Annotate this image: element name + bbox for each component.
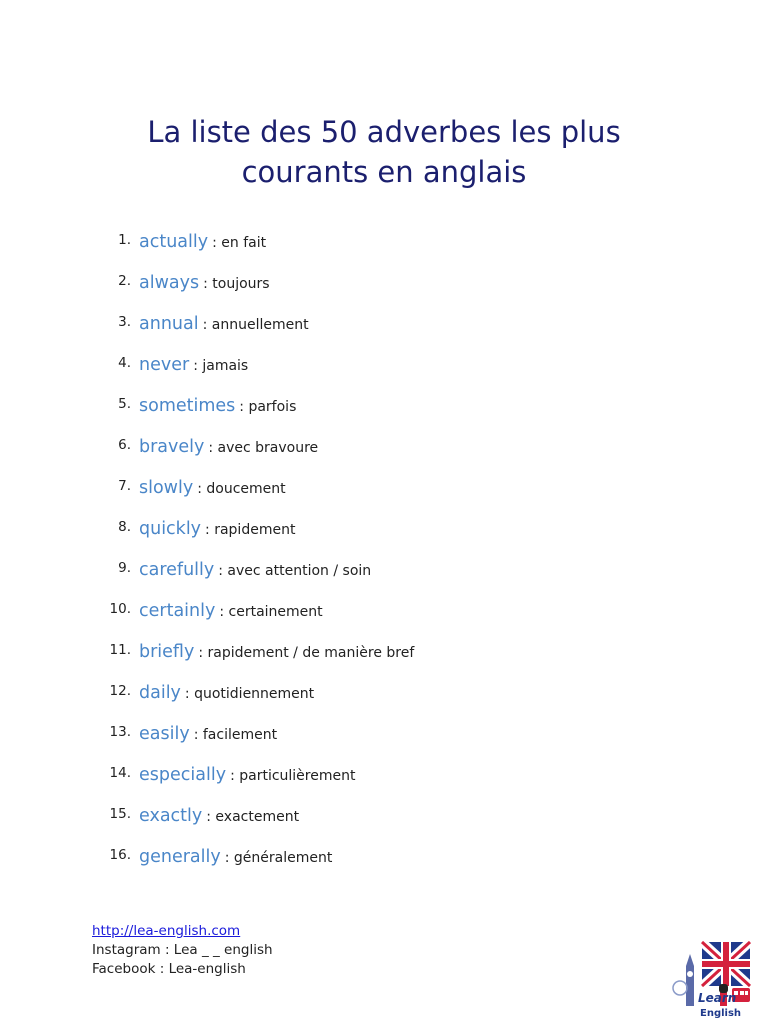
english-word: especially (139, 765, 227, 785)
item-number: 13. (109, 724, 131, 740)
page-title-line-1: La liste des 50 adverbes les plus (147, 115, 621, 149)
item-number: 10. (109, 601, 131, 617)
website-link[interactable]: http://lea-english.com (92, 923, 241, 939)
list-item (0, 396, 700, 426)
french-translation: : doucement (197, 481, 286, 497)
english-word: slowly (139, 478, 194, 498)
english-word: easily (139, 724, 190, 744)
footer-contacts (92, 922, 273, 979)
item-number: 3. (118, 314, 131, 330)
list-item (0, 478, 700, 508)
english-word: actually (139, 232, 209, 252)
list-item (0, 273, 700, 303)
french-translation: : quotidiennement (184, 686, 315, 702)
item-number: 9. (118, 560, 131, 576)
english-word: sometimes (139, 396, 236, 416)
item-number: 5. (118, 396, 131, 412)
item-number: 12. (109, 683, 131, 699)
instagram-handle: Instagram : Lea _ _ english (92, 942, 273, 958)
list-item (0, 683, 700, 713)
facebook-handle: Facebook : Lea-english (92, 961, 246, 977)
item-number: 1. (118, 232, 131, 248)
english-word: generally (139, 847, 221, 867)
item-number: 6. (118, 437, 131, 453)
french-translation: : certainement (219, 604, 323, 620)
french-translation: : avec attention / soin (218, 563, 372, 579)
item-number: 7. (118, 478, 131, 494)
union-jack-icon (702, 942, 750, 986)
list-item (0, 847, 700, 877)
english-word: briefly (139, 642, 195, 662)
list-item (0, 765, 700, 795)
french-translation: : en fait (212, 235, 267, 251)
list-item (0, 437, 700, 467)
english-word: bravely (139, 437, 205, 457)
english-word: annual (139, 314, 199, 334)
french-translation: : rapidement / de manière bref (198, 645, 415, 661)
english-word: daily (139, 683, 181, 703)
french-translation: : annuellement (202, 317, 309, 333)
list-item (0, 642, 700, 672)
french-translation: : jamais (193, 358, 249, 374)
page-title-line-2: courants en anglais (241, 155, 527, 189)
list-item (0, 314, 700, 344)
item-number: 16. (109, 847, 131, 863)
english-word: always (139, 273, 200, 293)
list-item (0, 724, 700, 754)
list-item (0, 601, 700, 631)
french-translation: : avec bravoure (208, 440, 319, 456)
logo-text-learn: Learn (698, 991, 737, 1005)
item-number: 11. (109, 642, 131, 658)
english-word: certainly (139, 601, 216, 621)
list-item (0, 355, 700, 385)
union-jack-landmarks-logo (672, 936, 756, 1020)
big-ben-icon (686, 954, 694, 1006)
item-number: 8. (118, 519, 131, 535)
french-translation: : facilement (193, 727, 278, 743)
item-number: 15. (109, 806, 131, 822)
english-word: never (139, 355, 190, 375)
french-translation: : toujours (203, 276, 270, 292)
french-translation: : exactement (206, 809, 300, 825)
item-number: 14. (109, 765, 131, 781)
french-translation: : généralement (224, 850, 333, 866)
list-item (0, 806, 700, 836)
french-translation: : particulièrement (230, 768, 356, 784)
item-number: 2. (118, 273, 131, 289)
list-item (0, 232, 700, 262)
french-translation: : parfois (239, 399, 297, 415)
ferris-wheel-icon (673, 981, 687, 995)
list-item (0, 519, 700, 549)
logo-text-english: English (700, 1008, 742, 1019)
english-word: quickly (139, 519, 202, 539)
page-title (0, 112, 768, 192)
french-translation: : rapidement (205, 522, 296, 538)
english-word: exactly (139, 806, 203, 826)
item-number: 4. (118, 355, 131, 371)
list-item (0, 560, 700, 590)
english-word: carefully (139, 560, 215, 580)
